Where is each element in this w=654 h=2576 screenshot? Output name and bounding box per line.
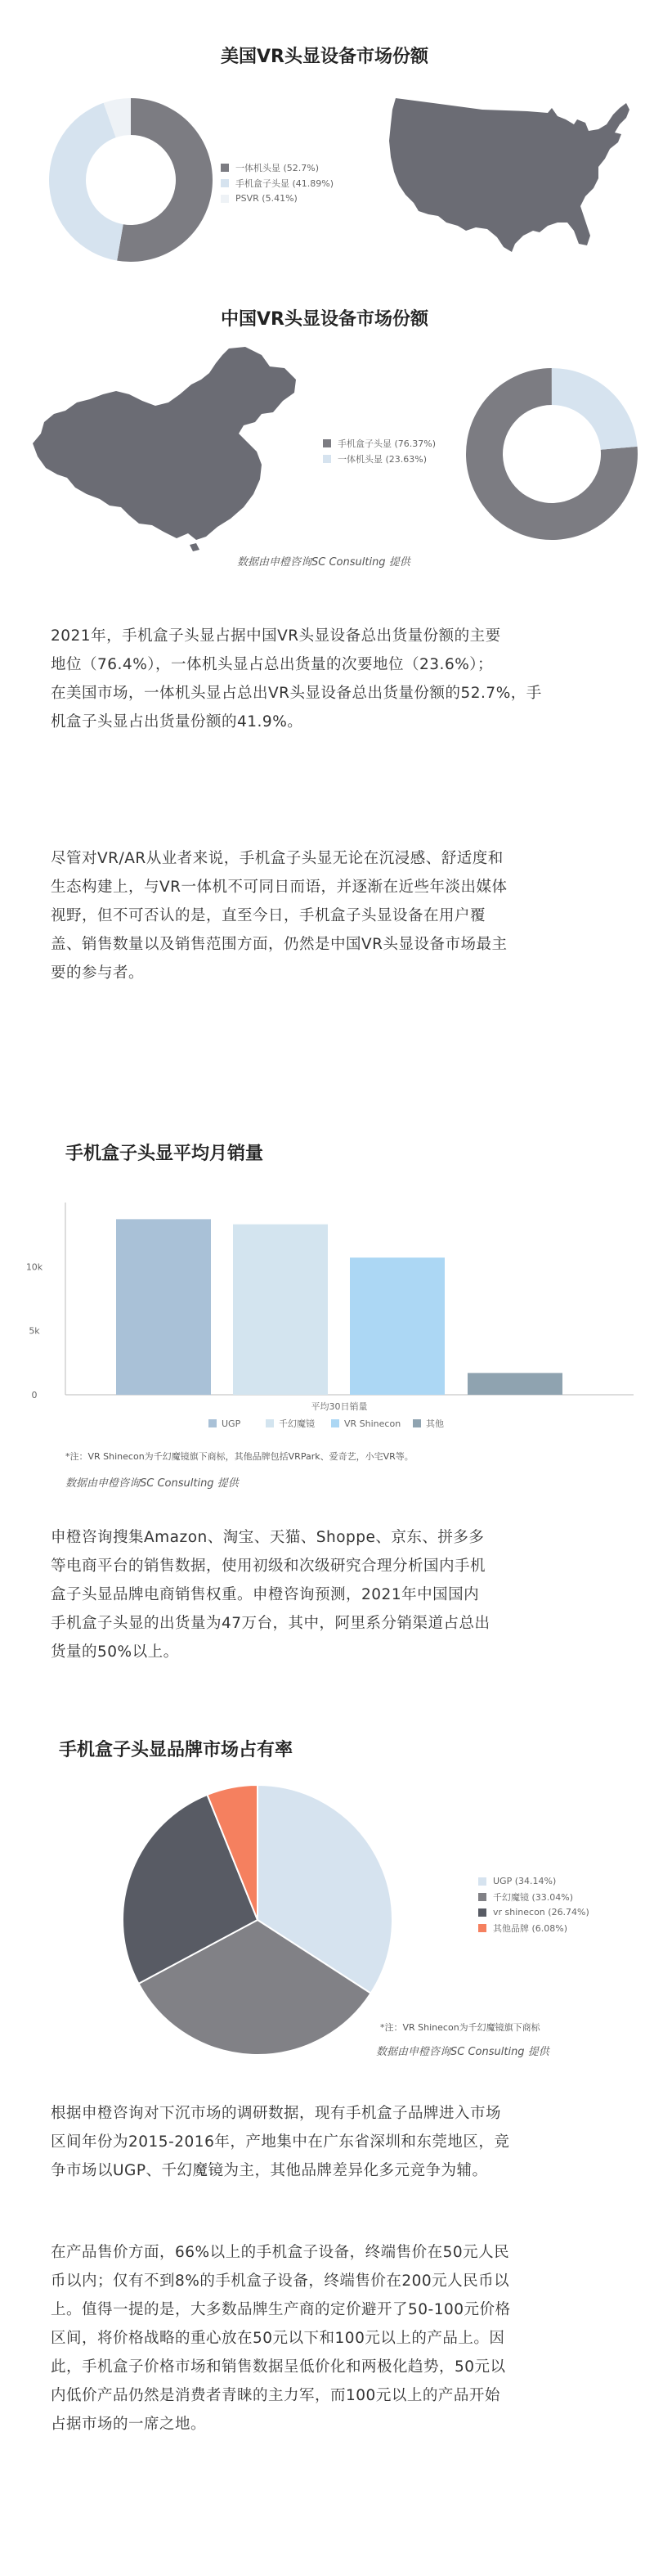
paragraph-line: 2021年，手机盒子头显占据中国VR头显设备总出货量份额的主要 <box>51 627 501 645</box>
legend-entry <box>323 435 436 451</box>
bar <box>468 1373 562 1395</box>
paragraph-3 <box>51 1523 607 1666</box>
pie-chart-note: *注：VR Shinecon为千幻魔镜旗下商标 <box>380 2022 540 2033</box>
legend-swatch <box>221 195 229 203</box>
paragraph-line: 尽管对VR/AR从业者来说，手机盒子头显无论在沉浸感、舒适度和 <box>51 850 504 867</box>
x-axis-label: 平均30日销量 <box>311 1401 368 1412</box>
paragraph-line: 争市场以UGP、千幻魔镜为主，其他品牌差异化多元竞争为辅。 <box>51 2162 488 2179</box>
legend-label: UGP <box>222 1418 241 1429</box>
bar <box>350 1257 445 1395</box>
paragraph-line: 要的参与者。 <box>51 964 145 982</box>
paragraph-line: 申橙咨询搜集Amazon、淘宝、天猫、Shoppe、京东、拼多多 <box>51 1529 485 1546</box>
bar-chart <box>0 1186 654 1456</box>
legend-label: 一体机头显 (52.7%) <box>235 162 320 173</box>
y-tick-label: 10k <box>25 1261 43 1273</box>
paragraph-4 <box>51 2099 607 2185</box>
legend-swatch <box>413 1419 421 1427</box>
legend-swatch <box>221 164 229 172</box>
legend-label: 手机盒子头显 (41.89%) <box>235 178 334 189</box>
legend-label: 手机盒子头显 (76.37%) <box>338 438 437 449</box>
legend-label: UGP (34.14%) <box>493 1876 557 1886</box>
us-donut-chart <box>33 82 229 278</box>
usa-map-icon <box>384 92 638 255</box>
legend-swatch <box>478 1893 486 1901</box>
legend-label: VR Shinecon <box>344 1418 401 1429</box>
legend-swatch <box>478 1924 486 1932</box>
paragraph-line: 盖、销售数量以及销售范围方面，仍然是中国VR头显设备市场最主 <box>51 936 508 953</box>
legend-label: vr shinecon (26.74%) <box>493 1907 589 1917</box>
source-credit: 数据由申橙咨询SC Consulting 提供 <box>376 2046 549 2058</box>
paragraph-line: 上。值得一提的是，大多数品牌生产商的定价避开了50-100元价格 <box>51 2301 511 2318</box>
paragraph-line: 内低价产品仍然是消费者青睐的主力军，而100元以上的产品开始 <box>51 2387 500 2404</box>
paragraph-line: 盒子头显品牌电商销售权重。申橙咨询预测，2021年中国国内 <box>51 1586 480 1603</box>
cn-donut-chart <box>458 360 646 548</box>
bar <box>116 1219 211 1395</box>
us-chart-title: 美国VR头显设备市场份额 <box>221 47 428 67</box>
paragraph-line: 占据市场的一席之地。 <box>51 2416 207 2433</box>
paragraph-line: 手机盒子头显的出货量为47万台，其中，阿里系分销渠道占总出 <box>51 1615 490 1632</box>
bar-chart-title: 手机盒子头显平均月销量 <box>65 1144 264 1164</box>
paragraph-2 <box>51 844 607 987</box>
china-map-icon <box>25 344 319 552</box>
legend-label: 一体机头显 (23.63%) <box>338 453 428 465</box>
paragraph-line: 区间年份为2015-2016年，产地集中在广东省深圳和东莞地区，竞 <box>51 2133 510 2151</box>
source-credit: 数据由申橙咨询SC Consulting 提供 <box>237 556 410 569</box>
legend-entry <box>478 1920 589 1935</box>
pie-chart-title: 手机盒子头显品牌市场占有率 <box>59 1740 293 1760</box>
legend-entry <box>323 451 436 466</box>
us-donut-legend <box>221 160 334 206</box>
legend-label: 千幻魔镜 (33.04%) <box>493 1891 574 1903</box>
legend-swatch <box>323 439 331 447</box>
paragraph-line: 根据申橙咨询对下沉市场的调研数据，现有手机盒子品牌进入市场 <box>51 2105 502 2122</box>
legend-label: 其他品牌 (6.08%) <box>493 1922 568 1934</box>
legend-swatch <box>266 1419 274 1427</box>
legend-entry <box>478 1873 589 1889</box>
legend-swatch <box>478 1908 486 1917</box>
pie-slice <box>117 98 213 262</box>
bar <box>233 1225 328 1395</box>
paragraph-line: 此，手机盒子价格市场和销售数据呈低价化和两极化趋势，50元以 <box>51 2358 506 2376</box>
cn-donut-legend <box>323 435 436 466</box>
y-tick-label: 5k <box>29 1325 40 1337</box>
legend-entry <box>478 1889 589 1904</box>
paragraph-1 <box>51 622 607 736</box>
paragraph-line: 机盒子头显占出货量份额的41.9%。 <box>51 713 303 731</box>
legend-swatch <box>478 1877 486 1886</box>
pie-legend <box>478 1873 589 1935</box>
bar-chart-note: *注：VR Shinecon为千幻魔镜旗下商标，其他品牌包括VRPark、爱奇艺，小宅VR等。 <box>65 1451 414 1462</box>
source-credit: 数据由申橙咨询SC Consulting 提供 <box>65 1477 239 1490</box>
paragraph-line: 视野，但不可否认的是，直至今日，手机盒子头显设备在用户覆 <box>51 907 486 924</box>
legend-entry <box>221 191 334 206</box>
paragraph-line: 等电商平台的销售数据，使用初级和次级研究合理分析国内手机 <box>51 1558 486 1575</box>
paragraph-line: 币以内；仅有不到8%的手机盒子设备，终端售价在200元人民币以 <box>51 2273 510 2290</box>
paragraph-line: 在产品售价方面，66%以上的手机盒子设备，终端售价在50元人民 <box>51 2244 510 2261</box>
legend-entry <box>221 160 334 175</box>
paragraph-line: 货量的50%以上。 <box>51 1643 179 1661</box>
paragraph-line: 在美国市场，一体机头显占总出VR头显设备总出货量份额的52.7%，手 <box>51 685 542 702</box>
y-tick-label: 0 <box>31 1390 38 1400</box>
legend-swatch <box>221 179 229 187</box>
legend-swatch <box>208 1419 217 1427</box>
pie-slice <box>552 368 638 450</box>
legend-entry <box>221 175 334 191</box>
paragraph-5 <box>51 2238 607 2439</box>
paragraph-line: 生态构建上，与VR一体机不可同日而语，并逐渐在近些年淡出媒体 <box>51 879 508 896</box>
cn-chart-title: 中国VR头显设备市场份额 <box>221 309 428 330</box>
legend-label: PSVR (5.41%) <box>235 193 298 204</box>
legend-entry <box>478 1904 589 1920</box>
paragraph-line: 地位（76.4%），一体机头显占总出货量的次要地位（23.6%）； <box>51 656 494 673</box>
legend-label: 千幻魔镜 <box>279 1418 315 1429</box>
legend-swatch <box>323 455 331 463</box>
legend-swatch <box>331 1419 339 1427</box>
paragraph-line: 区间，将价格战略的重心放在50元以下和100元以上的产品上。因 <box>51 2330 505 2347</box>
brand-pie-chart <box>114 1777 401 2063</box>
legend-label: 其他 <box>426 1418 444 1429</box>
